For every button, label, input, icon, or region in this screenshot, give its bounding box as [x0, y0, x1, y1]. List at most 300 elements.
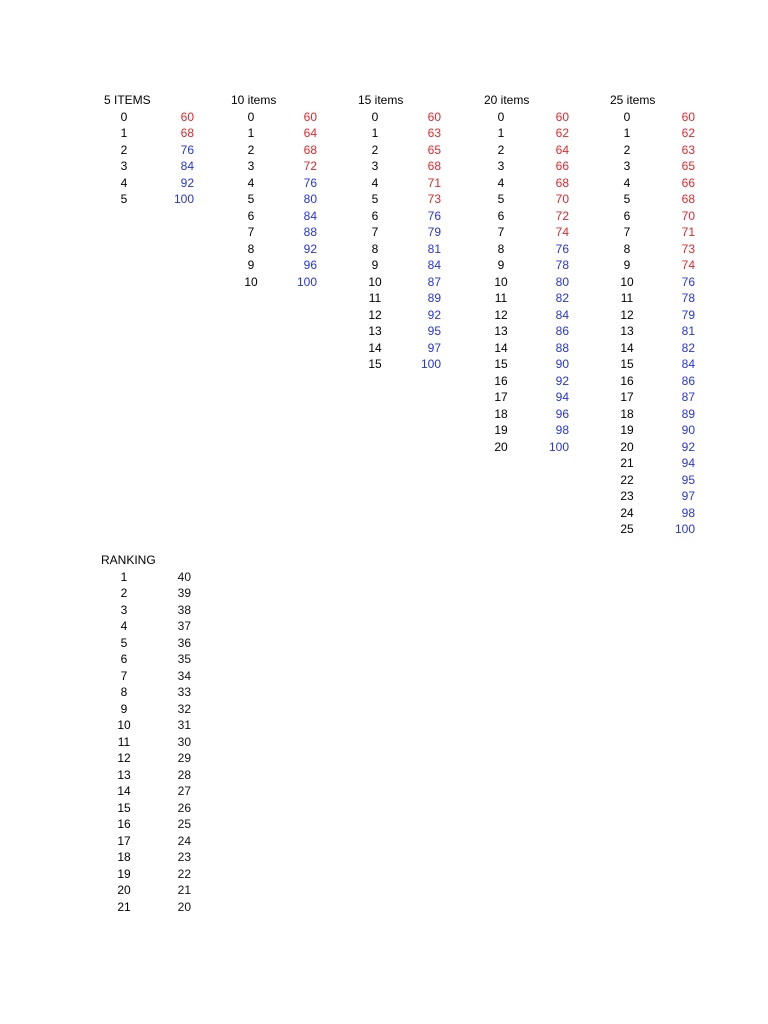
table-row — [610, 109, 695, 126]
ranking-position: 20 — [117, 883, 131, 897]
row-score: 92 — [180, 175, 194, 190]
table-row — [104, 158, 194, 175]
ranking-points: 35 — [177, 652, 191, 666]
row-index: 2 — [120, 142, 128, 157]
row-score: 95 — [681, 472, 695, 487]
row-index: 19 — [494, 423, 508, 437]
ranking-position: 21 — [117, 899, 131, 914]
score-table-10-items — [231, 92, 317, 290]
table-row — [610, 158, 695, 175]
ranking-row — [101, 800, 191, 817]
row-index: 15 — [620, 357, 634, 371]
row-index: 2 — [623, 142, 631, 157]
row-score: 98 — [681, 505, 695, 520]
ranking-position: 6 — [120, 652, 128, 666]
table-rows — [610, 109, 695, 538]
row-score: 82 — [681, 340, 695, 355]
row-score: 68 — [303, 142, 317, 157]
row-score: 96 — [303, 258, 317, 272]
row-score: 92 — [427, 307, 441, 322]
ranking-position: 1 — [120, 569, 128, 584]
ranking-position: 10 — [117, 718, 131, 732]
ranking-points: 30 — [177, 734, 191, 749]
row-index: 10 — [244, 274, 258, 289]
table-row — [231, 274, 317, 291]
table-row — [104, 125, 194, 142]
ranking-points: 22 — [177, 866, 191, 881]
row-score: 68 — [180, 126, 194, 140]
table-row — [484, 373, 569, 390]
ranking-points: 38 — [177, 602, 191, 617]
table-row — [358, 125, 441, 142]
row-index: 23 — [620, 489, 634, 503]
table-rows — [104, 109, 194, 208]
table-row — [484, 241, 569, 258]
table-rows — [484, 109, 569, 456]
row-score: 100 — [173, 192, 194, 206]
table-row — [484, 290, 569, 307]
row-score: 78 — [555, 258, 569, 272]
table-title: 10 items — [231, 93, 277, 107]
row-index: 14 — [368, 340, 382, 355]
table-row — [484, 125, 569, 142]
table-row — [610, 125, 695, 142]
row-index: 12 — [494, 307, 508, 322]
row-score: 72 — [303, 159, 317, 173]
row-index: 6 — [623, 208, 631, 223]
row-score: 88 — [555, 340, 569, 355]
table-title: 25 items — [610, 93, 656, 107]
ranking-points: 25 — [177, 817, 191, 831]
ranking-points: 24 — [177, 833, 191, 848]
table-row — [484, 175, 569, 192]
ranking-row — [101, 569, 191, 586]
table-row — [231, 257, 317, 274]
row-index: 3 — [247, 159, 255, 173]
table-row — [104, 175, 194, 192]
row-score: 100 — [420, 357, 441, 371]
table-row — [610, 307, 695, 324]
ranking-row — [101, 899, 191, 916]
table-row — [610, 422, 695, 439]
row-score: 70 — [555, 192, 569, 206]
ranking-position: 3 — [120, 602, 128, 617]
row-index: 6 — [247, 208, 255, 223]
row-index: 5 — [247, 192, 255, 206]
row-index: 16 — [494, 373, 508, 388]
table-row — [484, 158, 569, 175]
ranking-position: 13 — [117, 767, 131, 782]
row-index: 3 — [497, 159, 505, 173]
ranking-points: 37 — [177, 619, 191, 633]
row-index: 4 — [623, 175, 631, 190]
table-row — [231, 158, 317, 175]
table-row — [610, 191, 695, 208]
row-index: 15 — [368, 357, 382, 371]
table-row — [610, 455, 695, 472]
row-index: 17 — [494, 390, 508, 404]
row-index: 11 — [368, 291, 382, 305]
ranking-position: 12 — [117, 751, 131, 765]
row-index: 5 — [371, 192, 379, 206]
row-index: 10 — [494, 274, 508, 289]
row-score: 84 — [303, 208, 317, 223]
table-row — [610, 175, 695, 192]
ranking-position: 17 — [117, 833, 131, 848]
row-score: 89 — [681, 406, 695, 421]
row-index: 14 — [620, 340, 634, 355]
ranking-points: 28 — [177, 767, 191, 782]
row-index: 20 — [620, 439, 634, 454]
table-row — [358, 241, 441, 258]
row-index: 12 — [620, 307, 634, 322]
table-row — [231, 109, 317, 126]
row-score: 76 — [303, 175, 317, 190]
table-row — [610, 406, 695, 423]
row-score: 97 — [681, 489, 695, 503]
table-row — [358, 274, 441, 291]
row-score: 66 — [681, 175, 695, 190]
row-score: 73 — [681, 241, 695, 256]
table-rows — [358, 109, 441, 373]
row-score: 95 — [427, 324, 441, 338]
row-score: 87 — [427, 274, 441, 289]
ranking-position: 19 — [117, 866, 131, 881]
row-score: 60 — [427, 109, 441, 124]
table-row — [484, 422, 569, 439]
row-score: 60 — [555, 109, 569, 124]
row-index: 9 — [623, 258, 631, 272]
row-score: 65 — [681, 159, 695, 173]
table-row — [358, 208, 441, 225]
row-index: 4 — [497, 175, 505, 190]
row-index: 18 — [494, 406, 508, 421]
row-score: 92 — [303, 241, 317, 256]
row-index: 4 — [120, 175, 128, 190]
row-score: 82 — [555, 291, 569, 305]
table-row — [104, 142, 194, 159]
table-row — [358, 340, 441, 357]
ranking-row — [101, 684, 191, 701]
row-score: 72 — [555, 208, 569, 223]
table-row — [484, 340, 569, 357]
row-index: 13 — [620, 324, 634, 338]
table-row — [358, 257, 441, 274]
ranking-position: 11 — [117, 734, 131, 749]
ranking-position: 9 — [120, 701, 128, 716]
ranking-position: 4 — [120, 619, 128, 633]
table-row — [610, 356, 695, 373]
row-index: 22 — [620, 472, 634, 487]
table-title: 20 items — [484, 93, 530, 107]
score-table-15-items — [358, 92, 441, 373]
score-table-20-items — [484, 92, 569, 455]
table-row — [231, 241, 317, 258]
row-score: 74 — [555, 225, 569, 239]
ranking-row — [101, 717, 191, 734]
row-index: 4 — [371, 175, 379, 190]
table-row — [358, 158, 441, 175]
ranking-position: 18 — [117, 850, 131, 864]
row-score: 96 — [555, 406, 569, 421]
row-index: 1 — [371, 126, 379, 140]
ranking-points: 29 — [177, 751, 191, 765]
table-row — [484, 406, 569, 423]
row-index: 0 — [247, 109, 255, 124]
ranking-points: 21 — [177, 883, 191, 897]
row-index: 13 — [368, 324, 382, 338]
row-index: 14 — [494, 340, 508, 355]
row-score: 78 — [681, 291, 695, 305]
table-row — [610, 439, 695, 456]
row-index: 11 — [494, 291, 508, 305]
row-score: 100 — [674, 522, 695, 536]
row-index: 8 — [247, 241, 255, 256]
table-row — [484, 323, 569, 340]
ranking-row — [101, 602, 191, 619]
row-score: 63 — [681, 142, 695, 157]
table-row — [610, 505, 695, 522]
row-index: 20 — [494, 439, 508, 454]
ranking-row — [101, 635, 191, 652]
ranking-points: 31 — [177, 718, 191, 732]
table-row — [358, 323, 441, 340]
ranking-points: 33 — [177, 685, 191, 699]
row-score: 98 — [555, 423, 569, 437]
row-index: 17 — [620, 390, 634, 404]
row-index: 3 — [371, 159, 379, 173]
row-score: 76 — [180, 142, 194, 157]
row-score: 81 — [427, 241, 441, 256]
row-score: 74 — [681, 258, 695, 272]
ranking-row — [101, 849, 191, 866]
row-score: 68 — [681, 192, 695, 206]
table-row — [358, 109, 441, 126]
row-index: 9 — [371, 258, 379, 272]
row-index: 8 — [623, 241, 631, 256]
row-index: 1 — [120, 126, 128, 140]
ranking-row — [101, 816, 191, 833]
row-score: 100 — [548, 439, 569, 454]
table-row — [610, 340, 695, 357]
ranking-position: 16 — [117, 817, 131, 831]
ranking-title: RANKING — [101, 553, 156, 567]
row-score: 97 — [427, 340, 441, 355]
row-index: 18 — [620, 406, 634, 421]
table-row — [358, 191, 441, 208]
table-row — [484, 208, 569, 225]
row-index: 3 — [623, 159, 631, 173]
row-score: 79 — [427, 225, 441, 239]
row-index: 6 — [371, 208, 379, 223]
table-row — [358, 142, 441, 159]
row-index: 25 — [620, 522, 634, 536]
table-row — [358, 290, 441, 307]
ranking-points: 39 — [177, 586, 191, 600]
table-row — [610, 224, 695, 241]
row-score: 100 — [296, 274, 317, 289]
table-row — [104, 191, 194, 208]
row-score: 80 — [303, 192, 317, 206]
row-index: 24 — [620, 505, 634, 520]
table-row — [610, 257, 695, 274]
row-score: 81 — [681, 324, 695, 338]
row-index: 0 — [371, 109, 379, 124]
row-index: 7 — [371, 225, 379, 239]
row-index: 8 — [371, 241, 379, 256]
row-score: 62 — [681, 126, 695, 140]
table-row — [231, 175, 317, 192]
row-score: 63 — [427, 126, 441, 140]
table-row — [231, 125, 317, 142]
ranking-row — [101, 767, 191, 784]
table-row — [484, 109, 569, 126]
row-index: 9 — [247, 258, 255, 272]
row-index: 5 — [497, 192, 505, 206]
ranking-points: 36 — [177, 635, 191, 650]
table-row — [484, 224, 569, 241]
ranking-points: 23 — [177, 850, 191, 864]
row-index: 0 — [120, 109, 128, 124]
row-index: 4 — [247, 175, 255, 190]
row-score: 79 — [681, 307, 695, 322]
row-score: 87 — [681, 390, 695, 404]
table-title: 5 ITEMS — [104, 93, 151, 107]
table-row — [358, 175, 441, 192]
table-row — [610, 373, 695, 390]
ranking-row — [101, 783, 191, 800]
ranking-table — [101, 552, 191, 915]
ranking-points: 26 — [177, 800, 191, 815]
ranking-row — [101, 585, 191, 602]
ranking-points: 20 — [177, 899, 191, 914]
row-score: 84 — [555, 307, 569, 322]
row-index: 2 — [247, 142, 255, 157]
row-index: 10 — [620, 274, 634, 289]
row-index: 7 — [623, 225, 631, 239]
row-score: 92 — [555, 373, 569, 388]
row-score: 60 — [681, 109, 695, 124]
score-table-25-items — [610, 92, 695, 538]
row-score: 60 — [303, 109, 317, 124]
row-score: 76 — [427, 208, 441, 223]
row-score: 71 — [427, 175, 441, 190]
row-index: 0 — [623, 109, 631, 124]
row-score: 70 — [681, 208, 695, 223]
row-index: 5 — [623, 192, 631, 206]
row-index: 5 — [120, 192, 128, 206]
row-score: 80 — [555, 274, 569, 289]
row-index: 10 — [368, 274, 382, 289]
row-index: 2 — [497, 142, 505, 157]
row-score: 64 — [303, 126, 317, 140]
table-row — [484, 142, 569, 159]
row-score: 65 — [427, 142, 441, 157]
row-score: 64 — [555, 142, 569, 157]
ranking-row — [101, 701, 191, 718]
ranking-position: 5 — [120, 635, 128, 650]
row-score: 62 — [555, 126, 569, 140]
table-row — [610, 323, 695, 340]
row-index: 7 — [497, 225, 505, 239]
table-row — [104, 109, 194, 126]
row-score: 92 — [681, 439, 695, 454]
table-row — [610, 241, 695, 258]
table-row — [610, 274, 695, 291]
row-score: 66 — [555, 159, 569, 173]
ranking-row — [101, 668, 191, 685]
row-score: 84 — [681, 357, 695, 371]
row-index: 6 — [497, 208, 505, 223]
table-row — [610, 208, 695, 225]
row-score: 89 — [427, 291, 441, 305]
score-table-5-items — [104, 92, 194, 208]
table-row — [484, 274, 569, 291]
ranking-position: 2 — [120, 586, 128, 600]
row-index: 13 — [494, 324, 508, 338]
ranking-row — [101, 734, 191, 751]
ranking-rows — [101, 569, 191, 916]
ranking-position: 14 — [117, 784, 131, 798]
row-index: 15 — [494, 357, 508, 371]
ranking-position: 8 — [120, 685, 128, 699]
row-score: 90 — [681, 423, 695, 437]
row-index: 21 — [620, 456, 634, 470]
ranking-row — [101, 833, 191, 850]
row-score: 76 — [681, 274, 695, 289]
table-row — [358, 356, 441, 373]
ranking-row — [101, 651, 191, 668]
ranking-points: 34 — [177, 668, 191, 683]
row-score: 84 — [427, 258, 441, 272]
table-row — [610, 488, 695, 505]
row-index: 1 — [623, 126, 631, 140]
table-row — [231, 142, 317, 159]
row-index: 12 — [368, 307, 382, 322]
row-index: 7 — [247, 225, 255, 239]
ranking-row — [101, 618, 191, 635]
row-score: 84 — [180, 159, 194, 173]
row-index: 8 — [497, 241, 505, 256]
ranking-points: 32 — [177, 701, 191, 716]
row-score: 71 — [681, 225, 695, 239]
table-row — [484, 389, 569, 406]
ranking-row — [101, 882, 191, 899]
ranking-position: 15 — [117, 800, 131, 815]
table-row — [610, 142, 695, 159]
table-row — [484, 257, 569, 274]
row-score: 68 — [555, 175, 569, 190]
ranking-row — [101, 750, 191, 767]
table-row — [358, 307, 441, 324]
table-row — [484, 356, 569, 373]
ranking-points: 40 — [177, 569, 191, 584]
row-score: 90 — [555, 357, 569, 371]
row-score: 86 — [555, 324, 569, 338]
row-score: 73 — [427, 192, 441, 206]
row-score: 76 — [555, 241, 569, 256]
table-rows — [231, 109, 317, 291]
table-row — [231, 191, 317, 208]
row-index: 1 — [247, 126, 255, 140]
table-row — [610, 521, 695, 538]
row-score: 68 — [427, 159, 441, 173]
ranking-row — [101, 866, 191, 883]
ranking-position: 7 — [120, 668, 128, 683]
row-index: 9 — [497, 258, 505, 272]
table-row — [484, 191, 569, 208]
ranking-points: 27 — [177, 784, 191, 798]
